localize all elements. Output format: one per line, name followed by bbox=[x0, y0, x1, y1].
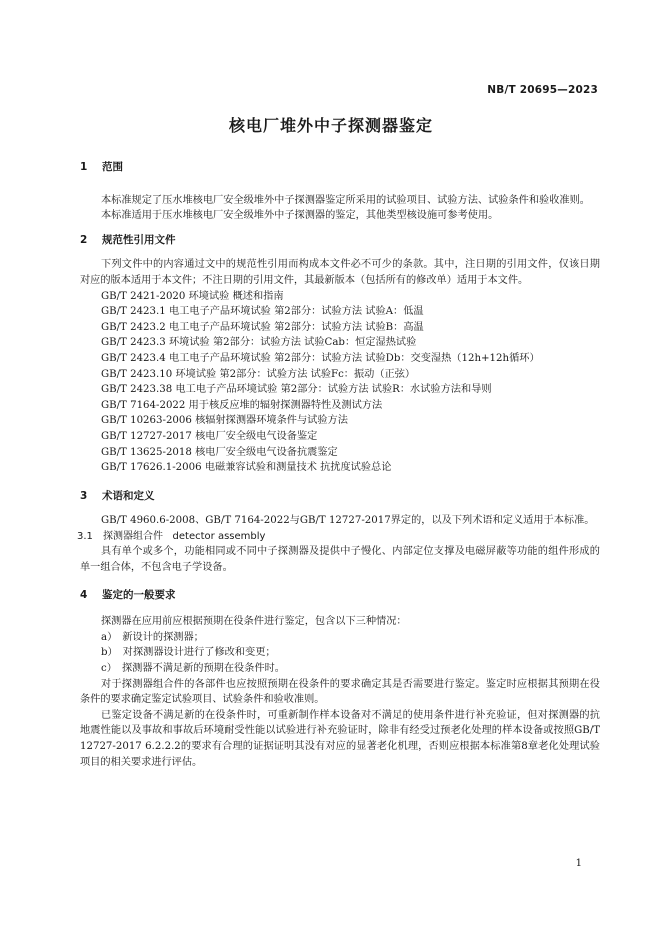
section-title: 范围 bbox=[102, 161, 123, 173]
reference-item: GB/T 2423.10 环境试验 第2部分：试验方法 试验Fc：振动（正弦） bbox=[101, 368, 416, 380]
section-1-heading bbox=[80, 160, 600, 176]
section-title: 术语和定义 bbox=[102, 489, 155, 502]
reference-item: GB/T 2423.38 电工电子产品环境试验 第2部分：试验方法 试验R：水试验方法和导则 bbox=[101, 384, 492, 396]
reference-item: GB/T 2423.2 电工电子产品环境试验 第2部分：试验方法 试验B：高温 bbox=[101, 321, 424, 333]
section-2-heading bbox=[80, 233, 600, 249]
normative-intro: 下列文件中的内容通过文中的规范性引用而构成本文件必不可少的条款。其中，注日期的引用文件，仅该日期对应的版本适用于本文件；不注日期的引用文件，其最新版本（包括所有的修改单）适用于本文件。 bbox=[80, 259, 600, 286]
section-3-heading bbox=[80, 489, 600, 505]
term-chinese: 探测器组合件 bbox=[103, 530, 163, 542]
reference-item: GB/T 17626.1-2006 电磁兼容试验和测量技术 抗扰度试验总论 bbox=[101, 462, 392, 474]
reference-item: GB/T 10263-2006 核辐射探测器环境条件与试验方法 bbox=[101, 415, 348, 427]
standard-code: NB/T 20695—2023 bbox=[487, 84, 598, 96]
reference-item: GB/T 2423.1 电工电子产品环境试验 第2部分：试验方法 试验A：低温 bbox=[101, 306, 424, 318]
reference-item: GB/T 13625-2018 核电厂安全级电气设备抗震鉴定 bbox=[101, 446, 338, 458]
general-paragraph-1: 对于探测器组合件的各部件也应按照预期在役条件的要求确定其是否需要进行鉴定。鉴定时应根据其预期在役条件的要求确定鉴定试验项目、试验条件和验收准则。 bbox=[80, 678, 600, 706]
term-number: 3.1 bbox=[77, 530, 93, 542]
section-number: 1 bbox=[80, 161, 88, 173]
term-definition: 具有单个或多个，功能相同或不同中子探测器及提供中子慢化、内部定位支撑及电磁屏蔽等功能的组件形成的单一组合体，不包含电子学设备。 bbox=[80, 546, 600, 574]
reference-item: GB/T 2423.4 电工电子产品环境试验 第2部分：试验方法 试验Db：交变湿热（12h+12h循环） bbox=[101, 352, 540, 364]
section-title: 鉴定的一般要求 bbox=[102, 588, 176, 601]
list-item: b） 对探测器设计进行了修改和变更； bbox=[101, 647, 276, 659]
reference-item: GB/T 2423.3 环境试验 第2部分：试验方法 试验Cab：恒定湿热试验 bbox=[101, 337, 417, 349]
section-number: 3 bbox=[80, 489, 88, 502]
document-title: 核电厂堆外中子探测器鉴定 bbox=[228, 116, 433, 135]
list-item: a） 新设计的探测器； bbox=[101, 631, 204, 643]
term-english: detector assembly bbox=[172, 530, 266, 542]
document-body bbox=[77, 160, 600, 770]
section-number: 2 bbox=[80, 233, 88, 246]
section-4-heading bbox=[80, 588, 600, 604]
term-heading bbox=[77, 529, 600, 545]
list-item: c） 探测器不满足新的预期在役条件时。 bbox=[101, 663, 285, 675]
scope-paragraph-1: 本标准规定了压水堆核电厂安全级堆外中子探测器鉴定所采用的试验项目、试验方法、试验条件和验收准则。 bbox=[101, 194, 590, 206]
reference-item: GB/T 2421-2020 环境试验 概述和指南 bbox=[101, 290, 284, 302]
reference-item: GB/T 7164-2022 用于核反应堆的辐射探测器特性及测试方法 bbox=[101, 399, 383, 411]
general-intro: 探测器在应用前应根据预期在役条件进行鉴定，包含以下三种情况： bbox=[101, 616, 407, 628]
general-paragraph-2: 已鉴定设备不满足新的在役条件时，可重新制作样本设备对不满足的使用条件进行补充验证，但对探测器的抗地震性能以及事故和事故后环境耐受性能以试验进行补充验证时，除非有经受过预老化处理的样本设备或按照GB/T 12727-2017 6.2.2.2的要求有合理的证据证明其没有对应的显著老化机理，否则应根据本标准第8章老化处理试验项目的相关要求进行评估。 bbox=[80, 709, 600, 768]
section-number: 4 bbox=[80, 588, 88, 601]
terms-intro: GB/T 4960.6-2008、GB/T 7164-2022与GB/T 12727-2017界定的，以及下列术语和定义适用于本标准。 bbox=[101, 515, 595, 527]
reference-item: GB/T 12727-2017 核电厂安全级电气设备鉴定 bbox=[101, 430, 318, 442]
page-number: 1 bbox=[575, 858, 582, 869]
section-title: 规范性引用文件 bbox=[102, 233, 176, 246]
scope-paragraph-2: 本标准适用于压水堆核电厂安全级堆外中子探测器的鉴定，其他类型核设施可参考使用。 bbox=[101, 210, 499, 222]
